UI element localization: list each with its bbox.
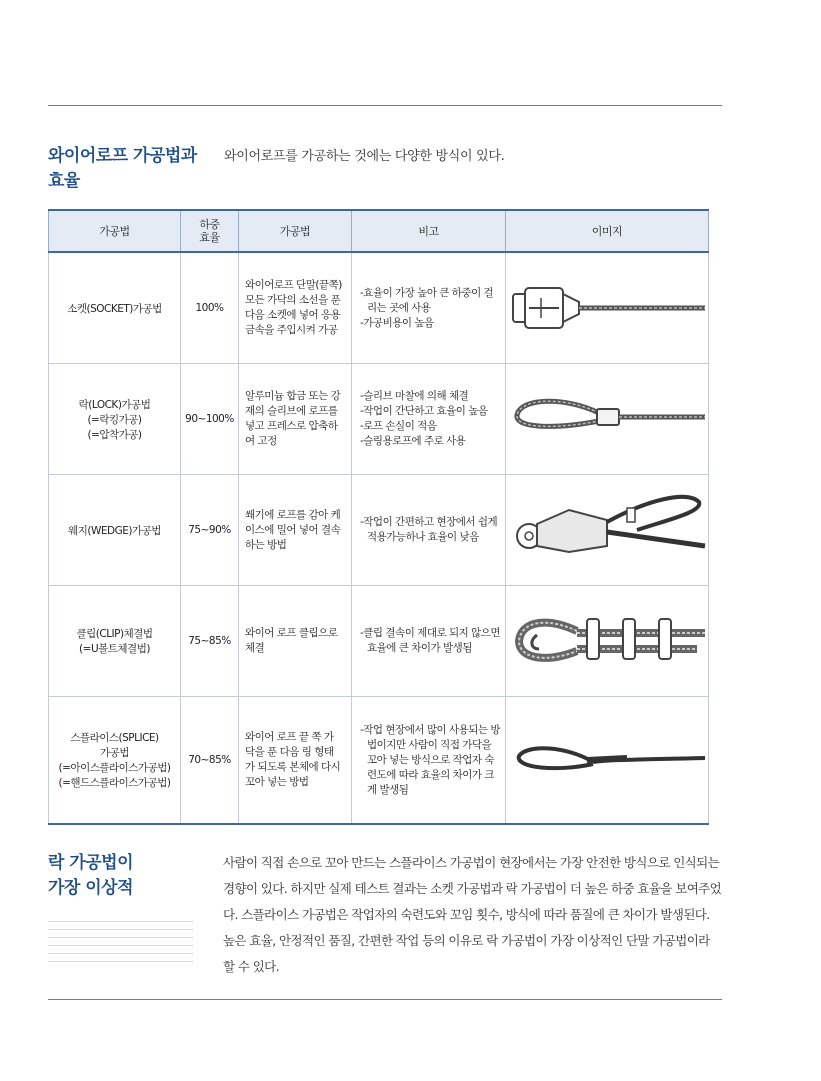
method-name: 클립(CLIP)체결법	[76, 628, 153, 640]
method-name: 가공법	[100, 747, 129, 759]
wedge-socket-icon	[507, 480, 707, 580]
intro-text: 와이어로프를 가공하는 것에는 다양한 방식이 있다.	[224, 149, 505, 164]
efficiency-cell: 75~85%	[181, 586, 239, 697]
method-name: 웨지(WEDGE)가공법	[68, 524, 161, 537]
header-method: 가공법	[49, 210, 181, 252]
section-title-processing	[48, 144, 197, 194]
image-cell	[506, 364, 709, 475]
method-name-cell	[49, 364, 181, 475]
method-name-cell	[49, 586, 181, 697]
method-name: 락(LOCK)가공법	[78, 398, 151, 411]
note-line: -슬리브 마찰에 의해 체결	[360, 390, 469, 402]
header-efficiency-line: 효율	[199, 231, 220, 244]
header-image: 이미지	[506, 210, 709, 252]
note-line: -클립 결속이 제대로 되지 않으면 효율에 큰 차이가 발생됨	[360, 627, 500, 654]
note-line: -작업 현장에서 많이 사용되는 방법이지만 사람이 직접 가닥을 꼬아 넣는 방식으로 작업자 숙련도에 따라 효율의 차이가 크게 발생됨	[360, 723, 500, 796]
note-line: -로프 손실이 적음	[360, 420, 437, 432]
description-line: 금속을 주입시켜 가공	[245, 324, 338, 336]
decorative-lines	[48, 921, 193, 969]
note-line: -작업이 간편하고 현장에서 쉽게 적용가능하나 효율이 낮음	[360, 516, 498, 543]
image-cell	[506, 252, 709, 364]
method-name: 스플라이스(SPLICE)	[70, 732, 159, 744]
method-name-cell	[49, 252, 181, 364]
header-efficiency	[181, 210, 239, 252]
description-cell	[239, 252, 352, 364]
note-cell	[352, 586, 506, 697]
description-line: 재의 슬리브에 로프를	[245, 405, 338, 417]
note-line: -작업이 간단하고 효율이 높음	[360, 405, 488, 417]
header-efficiency-line: 하중	[199, 218, 220, 231]
description-line: 와이어 로프 끝 쪽 가	[245, 731, 334, 743]
section-title-line: 효율	[48, 171, 80, 191]
description-line: 와이어로프 단말(끝쪽)	[245, 279, 342, 291]
note-cell	[352, 475, 506, 586]
lock-sleeve-loop-icon	[507, 369, 707, 469]
note-line: -슬링용로프에 주로 사용	[360, 435, 466, 447]
efficiency-cell: 100%	[181, 252, 239, 364]
method-name: (=락킹가공)	[87, 413, 142, 426]
description-line: 이스에 밀어 넣어 결속	[245, 523, 341, 536]
efficiency-cell: 90~100%	[181, 364, 239, 475]
description-line: 꼬아 넣는 방법	[245, 776, 309, 788]
header-description: 가공법	[239, 210, 352, 252]
description-line: 하는 방법	[245, 538, 287, 551]
description-cell	[239, 586, 352, 697]
method-name-cell	[49, 475, 181, 586]
section-title-line: 락 가공법이	[48, 853, 134, 873]
method-name: (=압착가공)	[87, 428, 142, 441]
section-title-lock-ideal	[48, 851, 133, 901]
table-row	[49, 475, 709, 586]
table-row	[49, 697, 709, 825]
description-line: 닥을 푼 다음 링 형태	[245, 746, 334, 758]
note-cell	[352, 252, 506, 364]
note-line: -가공비용이 높음	[360, 316, 434, 329]
description-line: 다음 소켓에 넣어 응용	[245, 309, 341, 321]
image-cell	[506, 697, 709, 825]
description-line: 넣고 프레스로 압축하	[245, 420, 338, 432]
description-line: 알루미늄 합금 또는 강	[245, 390, 341, 402]
body-paragraph: 사람이 직접 손으로 꼬아 만드는 스플라이스 가공법이 현장에서는 가장 안전한 방식으로 인식되는 경향이 있다. 하지만 실제 테스트 결과는 소켓 가공법과 락 가공법이 더 높은 하중 효율을 보여주었다. 스플라이스 가공법은 작업자의 숙련도와 꼬임 횟수, 방식에 따라 품질에 큰 차이가 발생된다. 높은 효율, 안정적인 품질, 간편한 작업 등의 이유로 락 가공법이 가장 이상적인 단말 가공법이라 할 수 있다.	[223, 855, 722, 974]
description-line: 쐐기에 로프를 감아 케	[245, 508, 341, 521]
clip-u-bolt-icon	[507, 591, 707, 691]
method-name: 소켓(SOCKET)가공법	[67, 302, 162, 315]
section-title-line: 와이어로프 가공법과	[48, 146, 197, 166]
splice-eye-loop-icon	[507, 710, 707, 810]
method-name-cell	[49, 697, 181, 825]
note-line: -효율이 가장 높아 큰 하중이 걸리는 곳에 사용	[360, 286, 494, 314]
description-line: 모든 가닥의 소선을 푼	[245, 294, 341, 306]
description-cell	[239, 364, 352, 475]
top-rule	[48, 105, 722, 106]
table-row	[49, 586, 709, 697]
description-cell	[239, 697, 352, 825]
header-note: 비고	[352, 210, 506, 252]
method-name: (=U볼트체결법)	[79, 643, 150, 655]
description-line: 여 고정	[245, 435, 277, 447]
section-title-line: 가장 이상적	[48, 878, 134, 898]
table-header-row	[49, 210, 709, 252]
socket-fitting-icon	[507, 258, 707, 358]
wire-rope-processing-table	[48, 209, 709, 825]
description-line: 체결	[245, 642, 265, 654]
table-row	[49, 364, 709, 475]
note-cell	[352, 364, 506, 475]
image-cell	[506, 475, 709, 586]
table-row	[49, 252, 709, 364]
bottom-rule	[48, 999, 722, 1000]
efficiency-cell: 70~85%	[181, 697, 239, 825]
description-line: 와이어 로프 클립으로	[245, 627, 338, 639]
method-name: (=핸드스플라이스가공법)	[58, 777, 171, 789]
note-cell	[352, 697, 506, 825]
image-cell	[506, 586, 709, 697]
description-line: 가 되도록 본체에 다시	[245, 761, 341, 773]
method-name: (=아이스플라이스가공법)	[58, 762, 171, 774]
efficiency-cell: 75~90%	[181, 475, 239, 586]
description-cell	[239, 475, 352, 586]
